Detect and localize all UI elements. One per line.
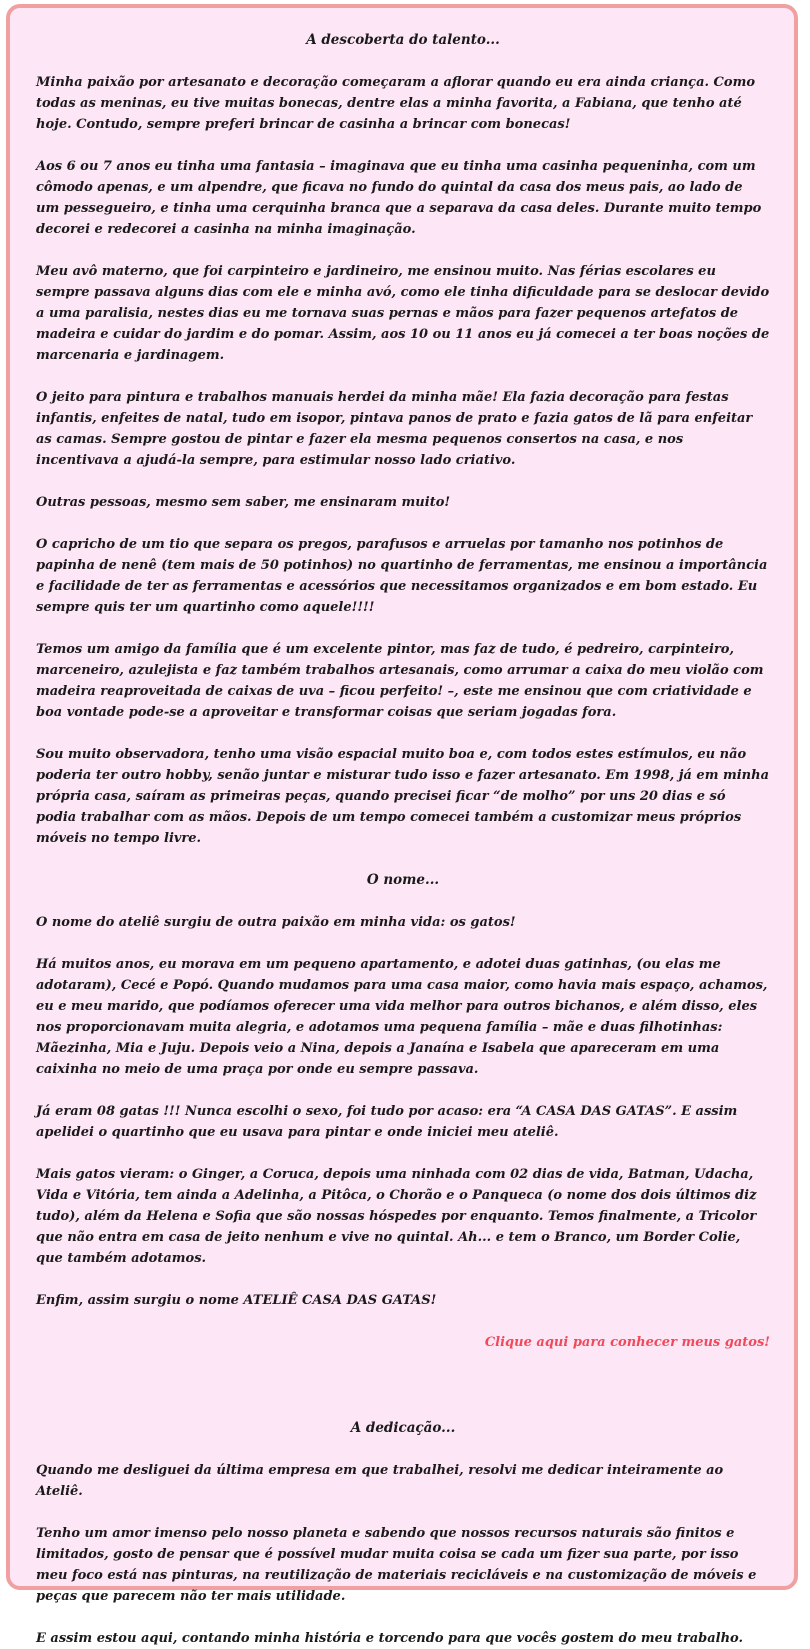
story-content [10, 8, 794, 1649]
name-paragraph-5: Enfim, assim surgiu o nome ATELIÊ CASA DAS GATAS! [36, 1293, 437, 1308]
section-title-talent: A descoberta do talento... [306, 32, 500, 48]
section-spacer [36, 1374, 770, 1410]
dedication-paragraph-3: E assim estou aqui, contando minha história e torcendo para que vocês gostem do meu trabalho. [36, 1631, 744, 1646]
dedication-paragraph-2: Tenho um amor imenso pelo nosso planeta e sabendo que nossos recursos naturais são finitos e limitados, gosto de pensar que é possível mudar muita coisa se cada um fizer sua parte, por isso meu foco está nas pinturas, na reutilização de materiais recicláveis e na customização de móveis e peças que parecem não ter mais utilidade. [36, 1526, 757, 1604]
name-paragraph-4: Mais gatos vieram: o Ginger, a Coruca, depois uma ninhada com 02 dias de vida, Batman, Udacha, Vida e Vitória, tem ainda a Adelinha, a Pitôca, o Chorão e o Panqueca (o nome dos dois últimos diz tudo), além da Helena e Sofia que são nossas hóspedes por enquanto. Temos finalmente, a Tricolor que não entra em casa de jeito nenhum e vive no quintal. Ah... e tem o Branco, um Border Colie, que também adotamos. [36, 1167, 757, 1266]
talent-paragraph-1: Minha paixão por artesanato e decoração começaram a aflorar quando eu era ainda criança. Como todas as meninas, eu tive muitas bonecas, dentre elas a minha favorita, a Fabiana, que tenho até hoje. Contudo, sempre preferi brincar de casinha a brincar com bonecas! [36, 75, 755, 132]
talent-paragraph-3: Meu avô materno, que foi carpinteiro e jardineiro, me ensinou muito. Nas férias escolares eu sempre passava alguns dias com ele e minha avó, como ele tinha dificuldade para se deslocar devido a uma paralisia, nestes dias eu me tornava suas pernas e mãos para fazer pequenos artefatos de madeira e cuidar do jardim e do pomar. Assim, aos 10 ou 11 anos eu já comecei a ter boas noções de marcenaria e jardinagem. [36, 264, 770, 363]
talent-paragraph-2: Aos 6 ou 7 anos eu tinha uma fantasia – imaginava que eu tinha uma casinha pequeninha, com um cômodo apenas, e um alpendre, que ficava no fundo do quintal da casa dos meus pais, ao lado de um pessegueiro, e tinha uma cerquinha branca que a separava da casa deles. Durante muito tempo decorei e redecorei a casinha na minha imaginação. [36, 159, 762, 237]
talent-paragraph-8: Sou muito observadora, tenho uma visão espacial muito boa e, com todos estes estímulos, eu não poderia ter outro hobby, senão juntar e misturar tudo isso e fazer artesanato. Em 1998, já em minha própria casa, saíram as primeiras peças, quando precisei ficar “de molho” por uns 20 dias e só podia trabalhar com as mãos. Depois de um tempo comecei também a customizar meus próprios móveis no tempo livre. [36, 747, 770, 846]
story-panel [6, 4, 798, 1646]
name-paragraph-3: Já eram 08 gatas !!! Nunca escolhi o sexo, foi tudo por acaso: era “A CASA DAS GATAS”. E assim apelidei o quartinho que eu usava para pintar e onde iniciei meu ateliê. [36, 1104, 738, 1140]
name-paragraph-1: O nome do ateliê surgiu de outra paixão em minha vida: os gatos! [36, 915, 516, 930]
dedication-paragraph-1: Quando me desliguei da última empresa em que trabalhei, resolvi me dedicar inteiramente ao Ateliê. [36, 1463, 724, 1499]
talent-paragraph-6: O capricho de um tio que separa os pregos, parafusos e arruelas por tamanho nos potinhos de papinha de nenê (tem mais de 50 potinhos) no quartinho de ferramentas, me ensinou a importância e facilidade de ter as ferramentas e acessórios que necessitamos organizados e em bom estado. Eu sempre quis ter um quartinho como aquele!!!! [36, 537, 768, 615]
talent-paragraph-7: Temos um amigo da família que é um excelente pintor, mas faz de tudo, é pedreiro, carpinteiro, marceneiro, azulejista e faz também trabalhos artesanais, como arrumar a caixa do meu violão com madeira reaproveitada de caixas de uva – ficou perfeito! –, este me ensinou que com criatividade e boa vontade pode-se a aproveitar e transformar coisas que seriam jogadas fora. [36, 642, 764, 720]
section-title-name: O nome... [366, 872, 440, 888]
section-title-dedication: A dedicação... [350, 1420, 456, 1436]
talent-paragraph-5: Outras pessoas, mesmo sem saber, me ensinaram muito! [36, 495, 451, 510]
talent-paragraph-4: O jeito para pintura e trabalhos manuais herdei da minha mãe! Ela fazia decoração para festas infantis, enfeites de natal, tudo em isopor, pintava panos de prato e fazia gatos de lã para enfeitar as camas. Sempre gostou de pintar e fazer ela mesma pequenos consertos na casa, e nos incentivava a ajudá-la sempre, para estimular nosso lado criativo. [36, 390, 753, 468]
meet-cats-link[interactable]: Clique aqui para conhecer meus gatos! [484, 1335, 770, 1350]
name-paragraph-2: Há muitos anos, eu morava em um pequeno apartamento, e adotei duas gatinhas, (ou elas me adotaram), Cecé e Popó. Quando mudamos para uma casa maior, como havia mais espaço, achamos, eu e meu marido, que podíamos oferecer uma vida melhor para outros bichanos, e além disso, eles nos proporcionavam muita alegria, e adotamos uma pequena família – mãe e duas filhotinhas: Mãezinha, Mia e Juju. Depois veio a Nina, depois a Janaína e Isabela que apareceram em uma caixinha no meio de uma praça por onde eu sempre passava. [36, 957, 768, 1077]
cats-link-row [36, 1332, 770, 1353]
